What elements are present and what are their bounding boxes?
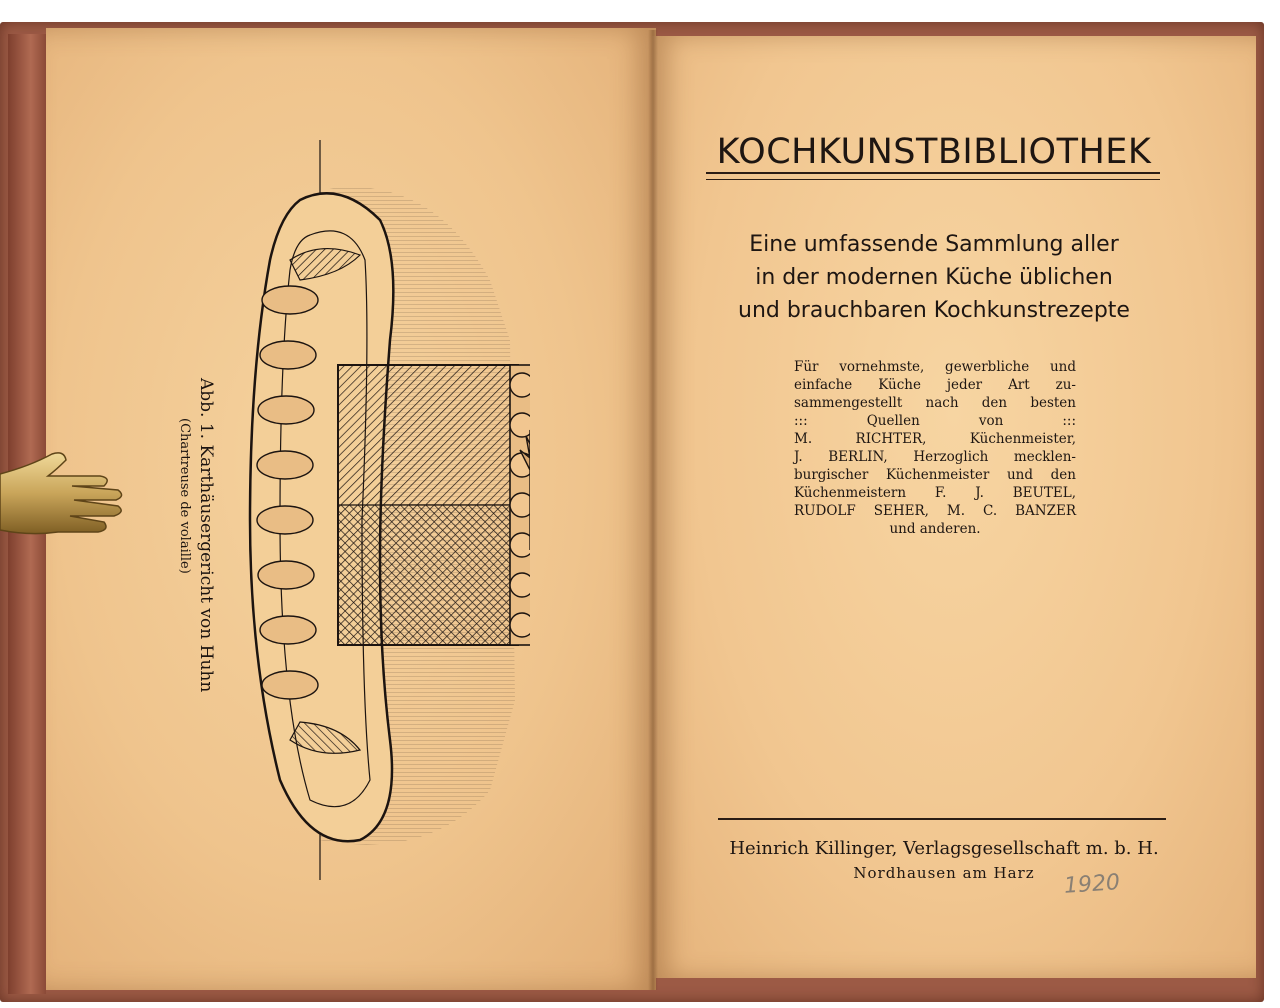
title-rule-thin: [706, 179, 1160, 180]
body-line: J. BERLIN, Herzoglich mecklen-: [794, 449, 1076, 465]
caption-title: Abb. 1. Karthäusergericht von Huhn: [196, 378, 216, 693]
brass-hand-bookmark-icon: [0, 444, 130, 554]
book-title: KOCHKUNSTBIBLIOTHEK: [716, 132, 1152, 172]
body-line: sammengestellt nach den besten: [794, 395, 1076, 411]
subtitle-line: Eine umfassende Sammlung aller: [749, 232, 1119, 257]
page-gutter: [648, 30, 658, 990]
body-line: Für vornehmste, gewerbliche und: [794, 359, 1076, 375]
subtitle-line: in der modernen Küche üblichen: [755, 265, 1113, 290]
body-line: Küchenmeistern F. J. BEUTEL,: [794, 485, 1076, 501]
compilers-block: [794, 358, 1076, 538]
publisher-name: Heinrich Killinger, Verlagsgesellschaft m. b. H.: [729, 838, 1159, 859]
subtitle: [706, 228, 1162, 327]
publisher-rule: [718, 818, 1166, 820]
body-line: RUDOLF SEHER, M. C. BANZER: [794, 503, 1076, 519]
body-line: burgischer Küchenmeister und den: [794, 467, 1076, 483]
caption-subtitle: (Chartreuse de volaille): [177, 418, 192, 574]
chartreuse-dish-engraving: [230, 140, 530, 880]
body-line: und anderen.: [889, 521, 981, 537]
body-line: ::: Quellen von :::: [794, 413, 1076, 429]
body-line: M. RICHTER, Küchenmeister,: [794, 431, 1076, 447]
publisher-place: Nordhausen am Harz: [853, 864, 1035, 882]
title-rule-thick: [706, 172, 1160, 174]
body-line: einfache Küche jeder Art zu-: [794, 377, 1076, 393]
subtitle-line: und brauchbaren Kochkunstrezepte: [738, 298, 1130, 323]
pencil-note: 1920: [1063, 870, 1121, 899]
illustration-caption: [177, 378, 216, 692]
